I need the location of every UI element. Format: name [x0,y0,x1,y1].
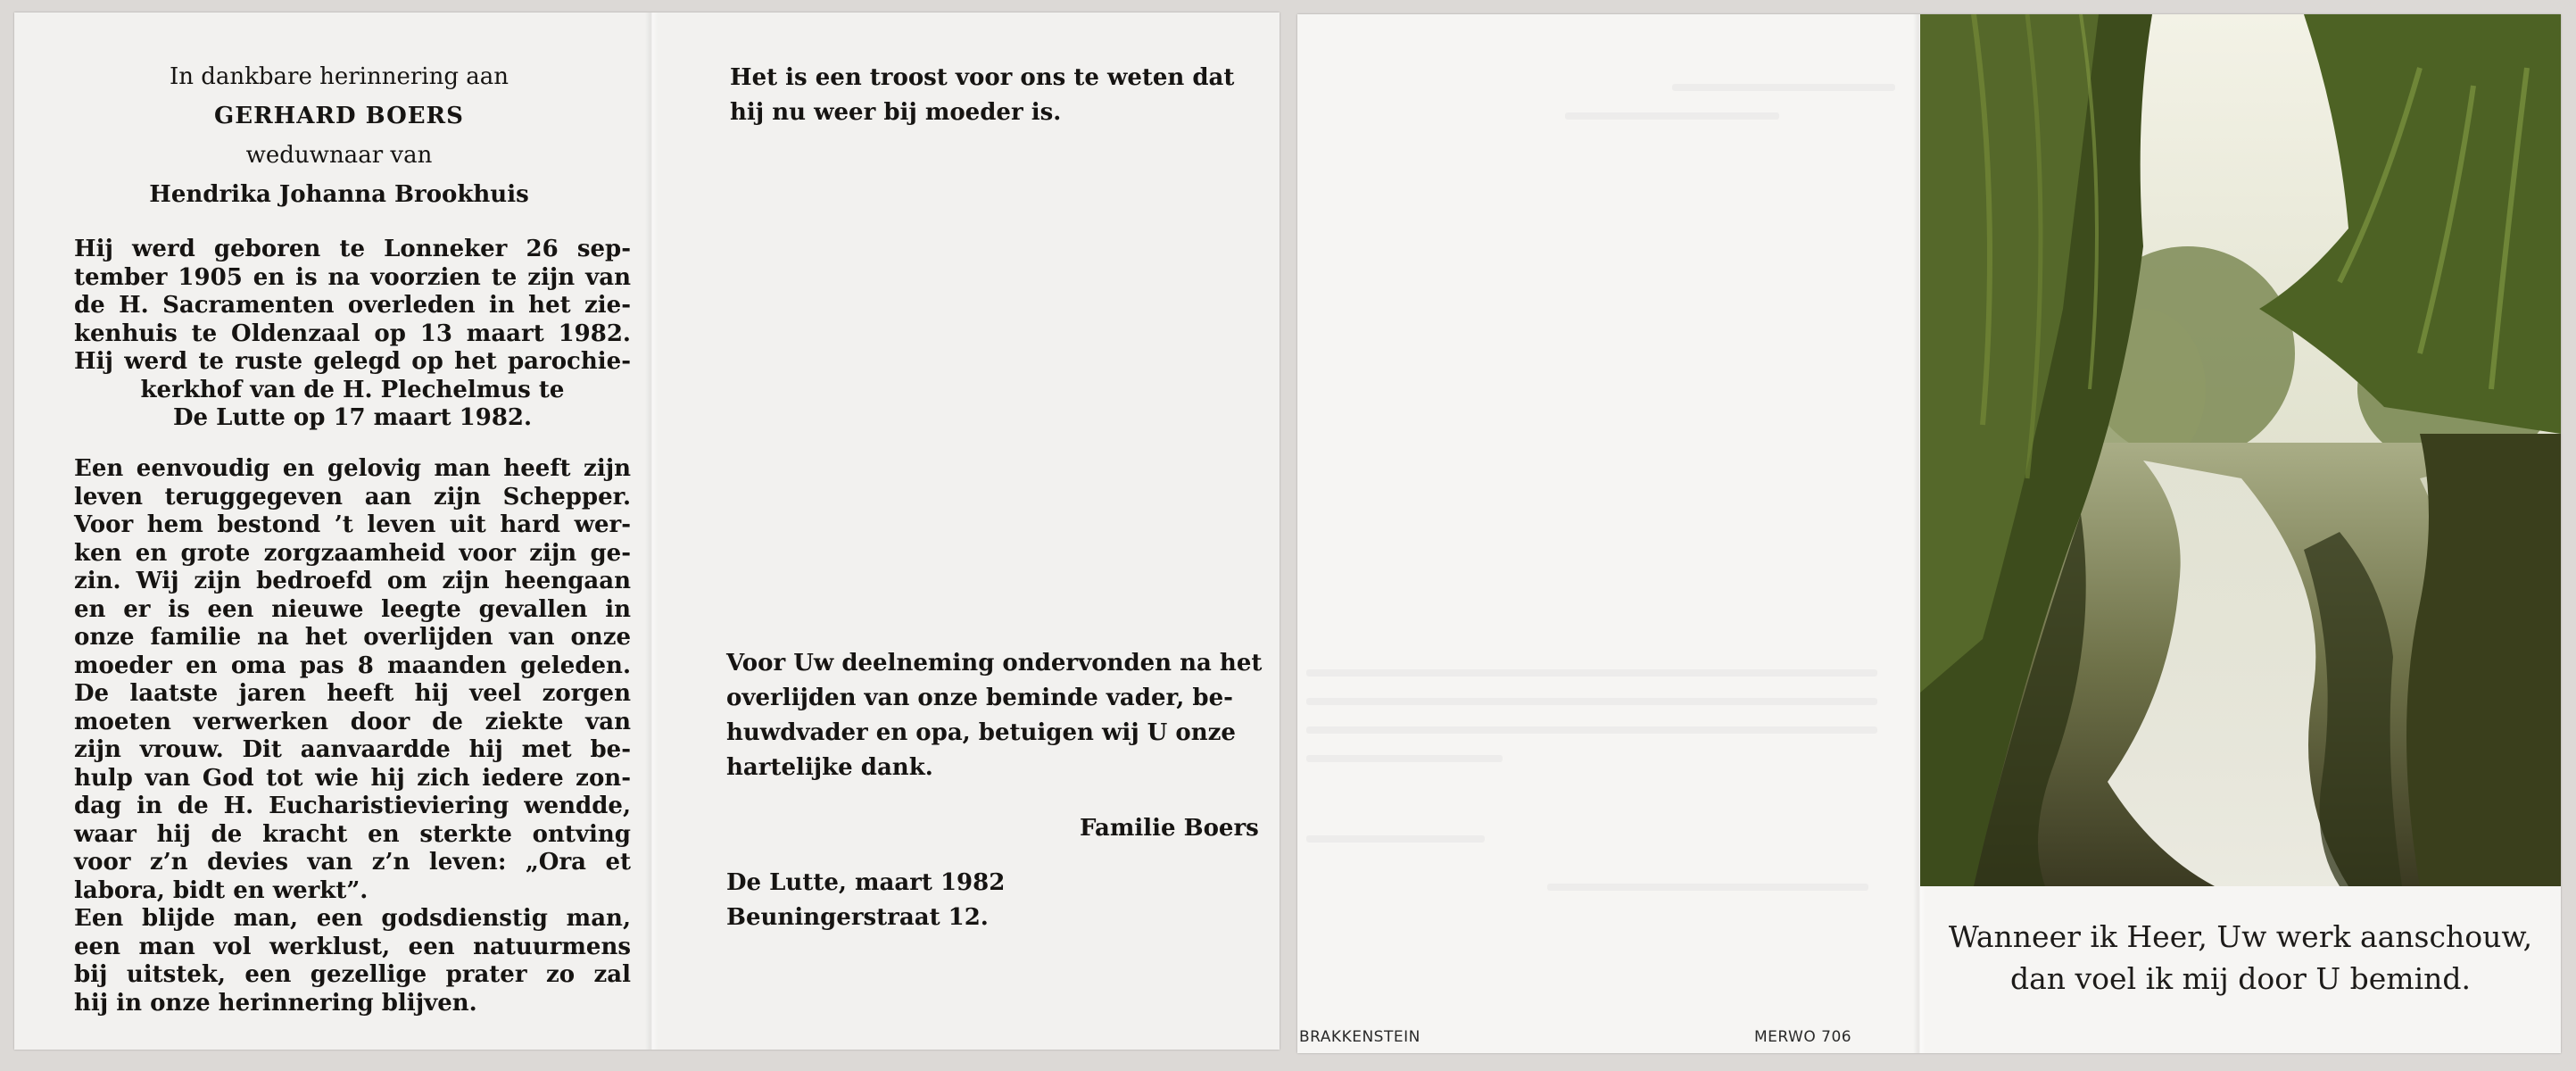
tribute-line: moeder en oma pas 8 maanden geleden. [74,652,631,679]
comfort-text [730,61,1234,130]
thanks-line: Voor Uw deelneming ondervonden na het [726,650,1263,677]
caption-line: Wanneer ik Heer, Uw werk aanschouw, [1948,919,2533,954]
thanks-line: overlijden van onze beminde vader, be- [726,685,1233,711]
bio-line: kerkhof van de H. Plechelmus te [140,376,565,403]
caption-line: dan voel ik mij door U bemind. [2009,961,2472,996]
family-signature: Familie Boers [1080,815,1259,842]
inside-left-panel [14,12,648,1050]
bio-line: Hij werd te ruste gelegd op het parochie- [74,348,631,375]
memorial-card-outside [1297,14,2561,1053]
tribute-line: en er is een nieuwe leegte gevallen in [74,595,631,623]
tribute-line: voor z’n devies van z’n leven: „Ora et [74,849,631,876]
show-through-mark [1306,669,1877,677]
tribute-line: dag in de H. Eucharistieviering wendde, [74,793,631,819]
spouse-name: Hendrika Johanna Brookhuis [149,181,529,208]
tribute-line: ken en grote zorgzaamheid voor zijn ge- [74,539,631,567]
tribute-line: waar hij de kracht en sterkte ontving [74,820,631,848]
inside-right-panel [653,12,1280,1050]
bio-line: Hij werd geboren te Lonneker 26 sep- [74,236,631,262]
tribute-line: hij in onze herinnering blijven. [74,989,477,1017]
willow-pond-photo [1920,14,2561,886]
caption [1920,916,2561,1000]
deceased-name: GERHARD BOERS [214,103,464,129]
show-through-mark [1565,112,1779,120]
show-through-mark [1306,755,1503,762]
thanks-line: hartelijke dank. [726,754,933,781]
widower-label: weduwnaar van [245,142,433,169]
show-through-mark [1547,884,1868,891]
bio-line: De Lutte op 17 maart 1982. [172,404,533,431]
tribute-line: hulp van God tot wie hij zich iedere zon- [74,764,631,792]
place-date-block [726,866,1005,935]
bio-paragraph [74,236,631,433]
show-through-mark [1306,726,1877,734]
tribute-line: bij uitstek, een gezellige prater zo zal [74,961,631,988]
tribute-paragraph [74,455,631,1017]
tribute-line: labora, bidt en werkt”. [74,876,369,904]
tribute-line: onze familie na het overlijden van onze [74,624,631,651]
show-through-mark [1306,698,1877,705]
comfort-line: hij nu weer bij moeder is. [730,99,1062,126]
place-date: De Lutte, maart 1982 [726,869,1006,896]
tribute-line: zijn vrouw. Dit aanvaardde hij met be- [74,736,631,763]
tribute-line: Een eenvoudig en gelovig man heeft zijn [74,455,631,482]
show-through-mark [1306,835,1485,843]
thanks-text [726,646,1262,785]
show-through-mark [1672,84,1895,91]
thanks-line: huwdvader en opa, betuigen wij U onze [726,719,1236,746]
tribute-line: Een blijde man, een godsdienstig man, [74,905,631,932]
tribute-line: De laatste jaren heeft hij veel zorgen [74,680,631,707]
publisher-label: BRAKKENSTEIN [1299,1028,1421,1046]
address: Beuningerstraat 12. [726,904,989,931]
memorial-card-inside [14,12,1280,1050]
print-code: MERWO 706 [1754,1028,1852,1046]
bio-line: de H. Sacramenten overleden in het zie- [74,292,631,319]
tribute-line: moeten verwerken door de ziekte van [74,708,631,735]
bio-line: kenhuis te Oldenzaal op 13 maart 1982. [74,320,631,347]
bio-line: tember 1905 en is na voorzien te zijn van [74,263,631,291]
tribute-line: zin. Wij zijn bedroefd om zijn heengaan [74,568,631,594]
tribute-line: een man vol werklust, een natuurmens [74,933,631,960]
tribute-line: leven teruggegeven aan zijn Schepper. [74,483,631,511]
intro-dedication: In dankbare herinnering aan [169,63,509,90]
comfort-line: Het is een troost voor ons te weten dat [730,64,1235,91]
intro-block [71,57,607,214]
tribute-line: Voor hem bestond ’t leven uit hard wer- [74,511,631,538]
